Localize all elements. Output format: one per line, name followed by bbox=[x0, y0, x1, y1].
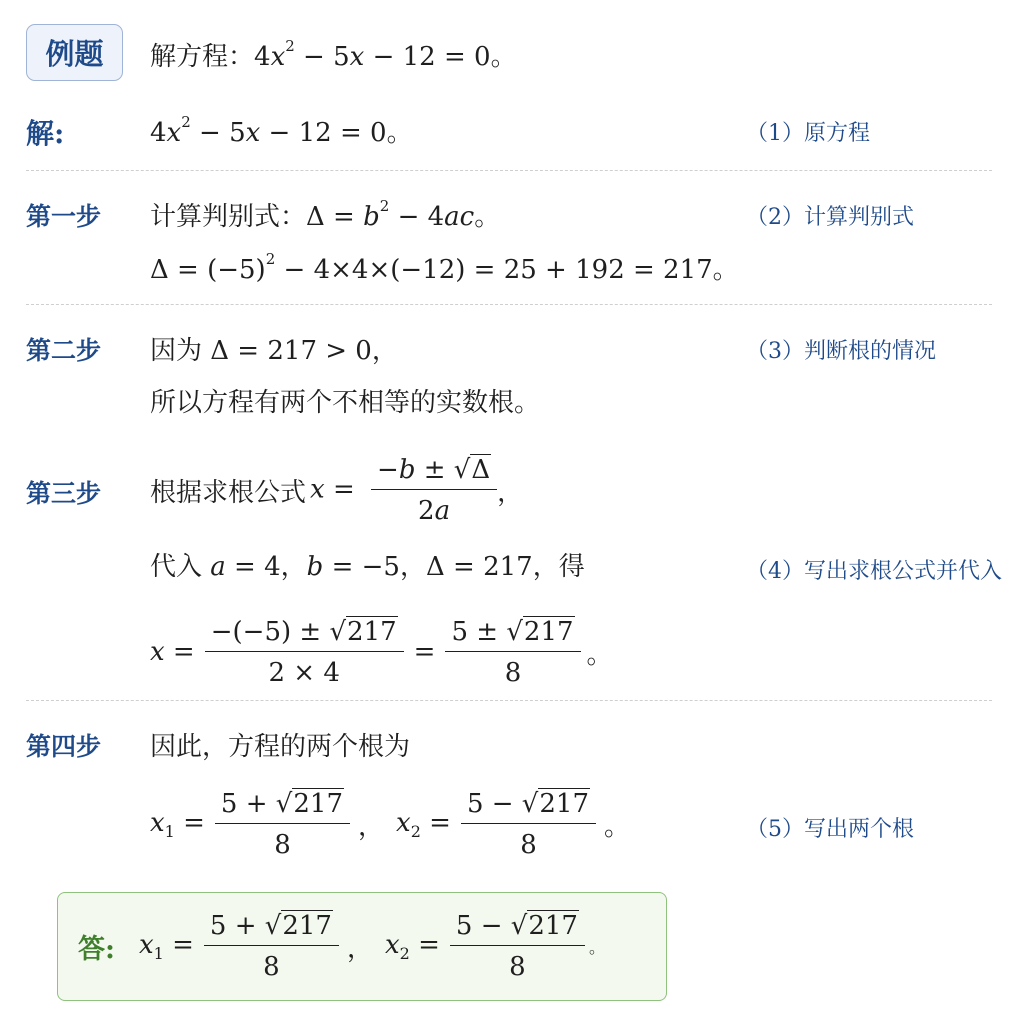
ans-x2-num: 5 − bbox=[455, 910, 503, 941]
root2-fraction: $\frac{5 - √217}{8}$ bbox=[461, 789, 596, 860]
example-period: 。 bbox=[490, 42, 517, 72]
result-fraction-2: $\frac{5 \pm √217}{8}$ bbox=[445, 617, 580, 688]
res-rad1: 217 bbox=[347, 616, 397, 647]
step3-formula-comma: ， bbox=[497, 477, 524, 508]
step2-because: 因为 bbox=[150, 336, 211, 366]
subst-delta: Δ = 217 bbox=[425, 552, 533, 582]
step2-label: 第二步 bbox=[26, 336, 102, 365]
note-3: （3）判断根的情况 bbox=[746, 339, 936, 364]
step3-label: 第三步 bbox=[26, 479, 102, 508]
answer-content: 答: $x_1$ = $\frac{5 + √217}{8}$ ， $x_2$ = $\frac{5 - √217}{8}$ 。 bbox=[78, 910, 605, 982]
ans-period: 。 bbox=[588, 937, 605, 957]
step2-line1 bbox=[150, 330, 398, 367]
step1-formula: $\Delta = b^2 - 4ac$ bbox=[306, 197, 475, 232]
step1-text bbox=[150, 196, 500, 233]
step3-formula: x = $\frac{-b \pm √\Delta}{2a}$ bbox=[310, 455, 497, 526]
note-4: （4）写出求根公式并代入 bbox=[746, 559, 1002, 584]
note-1: （1）原方程 bbox=[746, 121, 870, 146]
step1-period: 。 bbox=[474, 202, 501, 232]
root1-fraction: $\frac{5 + √217}{8}$ bbox=[215, 789, 350, 860]
step1-calc: $\Delta = (-5)^2 - 4\times 4\times(-12) = 25 + 192 = 217$。 bbox=[150, 250, 739, 285]
example-equation: $4x^2 - 5x - 12 = 0$ bbox=[254, 37, 491, 72]
example-badge: 例题 bbox=[26, 24, 123, 81]
res-eq: = bbox=[413, 637, 436, 667]
step3-prompt: 根据求根公式 bbox=[150, 477, 307, 508]
x1-den: 8 bbox=[274, 829, 291, 860]
step2-line2: 所以方程有两个不相等的实数根。 bbox=[150, 388, 541, 418]
subst-end: ，得 bbox=[532, 552, 585, 582]
roots-period: 。 bbox=[604, 811, 631, 842]
subst-sep: ， bbox=[399, 552, 426, 582]
res-rad2: 217 bbox=[523, 616, 574, 647]
step3-subst: 代入 a = 4，b = −5，Δ = 217，得 bbox=[150, 552, 585, 582]
solution-equation: $4x^2 - 5x - 12 = 0$。 bbox=[150, 113, 413, 148]
ans-sep: ， bbox=[346, 933, 373, 964]
ans-x2-den: 8 bbox=[509, 951, 526, 982]
x2-rad: 217 bbox=[539, 788, 590, 819]
res-period: 。 bbox=[586, 639, 613, 670]
ans-x1-den: 8 bbox=[263, 951, 280, 982]
note-5: （5）写出两个根 bbox=[746, 817, 914, 842]
divider bbox=[26, 700, 992, 701]
step1-label: 第一步 bbox=[26, 202, 102, 231]
step2-comma: ， bbox=[371, 336, 398, 366]
step3-result: x = $\frac{-(-5) \pm √217}{2 \times 4}$ = $\frac{5 \pm √217}{8}$ 。 bbox=[150, 616, 613, 688]
res-den2: 8 bbox=[504, 657, 522, 688]
res-num1: −(−5) ± bbox=[210, 616, 322, 647]
res-num2: 5 ± bbox=[451, 616, 499, 647]
divider bbox=[26, 304, 992, 305]
step1-prompt: 计算判别式： bbox=[150, 202, 307, 232]
step1-calc-period: 。 bbox=[712, 255, 739, 285]
note-2: （2）计算判别式 bbox=[746, 205, 914, 230]
step4-roots: $x_1$ = $\frac{5 + √217}{8}$ ， $x_2$ = $\frac{5 - √217}{8}$ 。 bbox=[150, 788, 631, 860]
ans-x2-rad: 217 bbox=[528, 910, 578, 941]
ans-x1-rad: 217 bbox=[282, 910, 332, 941]
x1-rad: 217 bbox=[293, 788, 343, 819]
x2-den: 8 bbox=[520, 829, 537, 860]
solution-period: 。 bbox=[386, 118, 413, 148]
step4-text: 因此，方程的两个根为 bbox=[150, 732, 411, 762]
example-statement bbox=[150, 36, 517, 73]
step3-formula-line bbox=[150, 448, 523, 532]
subst-prefix: 代入 bbox=[150, 552, 211, 582]
x2-num: 5 − bbox=[466, 788, 514, 819]
formula-fraction: $\frac{-b \pm √\Delta}{2a}$ bbox=[371, 455, 497, 526]
answer-root2: $\frac{5 - √217}{8}$ bbox=[450, 911, 585, 982]
result-fraction-1: $\frac{-(-5) \pm √217}{2 \times 4}$ bbox=[205, 617, 404, 688]
solution-label: 解: bbox=[26, 117, 65, 150]
step4-label: 第四步 bbox=[26, 732, 102, 761]
x1-num: 5 + bbox=[220, 788, 268, 819]
roots-sep: ， bbox=[358, 811, 385, 842]
answer-label: 答: bbox=[78, 933, 115, 965]
answer-root1: $\frac{5 + √217}{8}$ bbox=[204, 911, 339, 982]
subst-sep: ， bbox=[280, 552, 307, 582]
res-den1: 2 × 4 bbox=[268, 657, 340, 688]
divider bbox=[26, 170, 992, 171]
example-prompt: 解方程： bbox=[150, 42, 255, 72]
ans-x1-num: 5 + bbox=[209, 910, 257, 941]
step2-condition: Δ = 217 > 0 bbox=[210, 336, 372, 366]
